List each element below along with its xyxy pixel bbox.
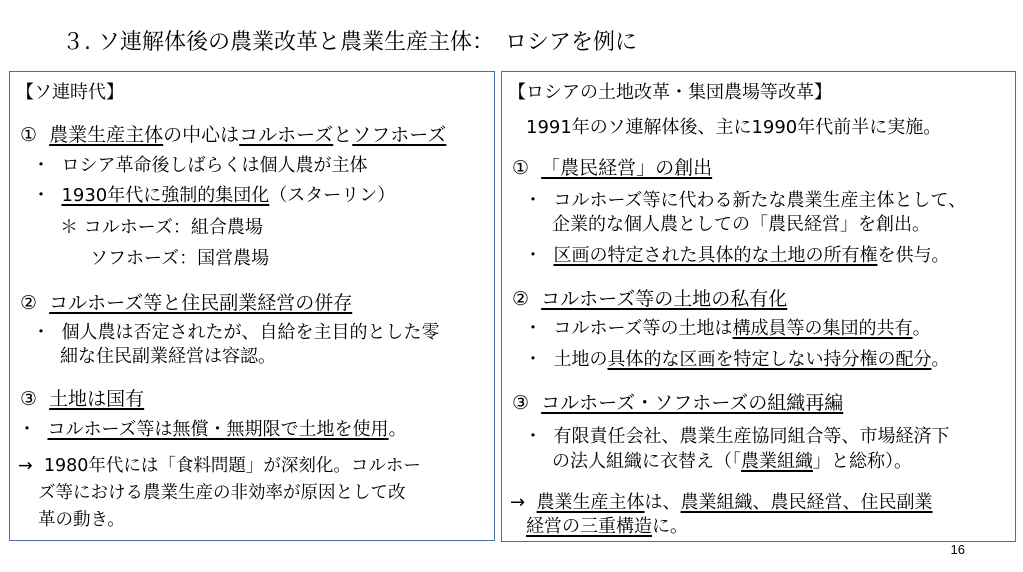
russia-reform-panel: [501, 71, 1016, 542]
bullet-item: ・ 個人農は否定されたが、自給を主目的とした零: [32, 322, 440, 343]
bullet-item: ・ コルホーズ等に代わる新たな農業生産主体として、: [524, 190, 967, 211]
note-sovkhoz: ソフホーズ：国営農場: [90, 248, 270, 269]
bullet-item: ・ 1930年代に強制的集団化（スターリン）: [32, 185, 396, 206]
soviet-era-panel: [9, 71, 495, 541]
section-1-heading: ① 農業生産主体の中心はコルホーズとソフホーズ: [20, 124, 447, 146]
conclusion-line: → 1980年代には「食料問題」が深刻化。コルホー: [18, 456, 421, 476]
page-number: 16: [950, 542, 965, 557]
bullet-item: ・ ロシア革命後しばらくは個人農が主体: [32, 155, 368, 176]
bullet-continuation: 企業的な個人農としての「農民経営」を創出。: [552, 214, 930, 235]
conclusion-line: 革の動き。: [38, 510, 125, 530]
bullet-item: ・ 有限責任会社、農業生産協同組合等、市場経済下: [524, 426, 950, 447]
bullet-item: ・ 区画の特定された具体的な土地の所有権を供与。: [524, 245, 950, 266]
bullet-item: ・ コルホーズ等の土地は構成員等の集団的共有。: [524, 318, 931, 339]
intro-text: 1991年のソ連解体後、主に1990年代前半に実施。: [526, 117, 942, 138]
conclusion-line: ズ等における農業生産の非効率が原因として改: [38, 483, 406, 503]
conclusion-line: 経営の三重構造に。: [526, 516, 688, 537]
panel-heading: 【ソ連時代】: [16, 82, 124, 103]
section-3-heading: ③ コルホーズ・ソフホーズの組織再編: [512, 392, 844, 414]
panel-heading: 【ロシアの土地改革・集団農場等改革】: [508, 82, 832, 103]
note-kolkhoz: ＊ コルホーズ：組合農場: [60, 217, 263, 238]
section-2-heading: ② コルホーズ等と住民副業経営の併存: [20, 292, 353, 314]
conclusion-line: → 農業生産主体は、農業組織、農民経営、住民副業: [510, 492, 933, 513]
slide-title: ３. ソ連解体後の農業改革と農業生産主体： ロシアを例に: [62, 30, 637, 55]
section-1-heading: ① 「農民経営」の創出: [512, 157, 713, 179]
bullet-item: ・ 土地の具体的な区画を特定しない持分権の配分。: [524, 349, 950, 370]
section-2-heading: ② コルホーズ等の土地の私有化: [512, 288, 788, 310]
bullet-continuation: の法人組織に衣替え（「農業組織」と総称）。: [552, 451, 912, 472]
bullet-item: ・ コルホーズ等は無償・無期限で土地を使用。: [18, 419, 407, 440]
section-3-heading: ③ 土地は国有: [20, 388, 145, 410]
bullet-continuation: 細な住民副業経営は容認。: [60, 346, 276, 367]
